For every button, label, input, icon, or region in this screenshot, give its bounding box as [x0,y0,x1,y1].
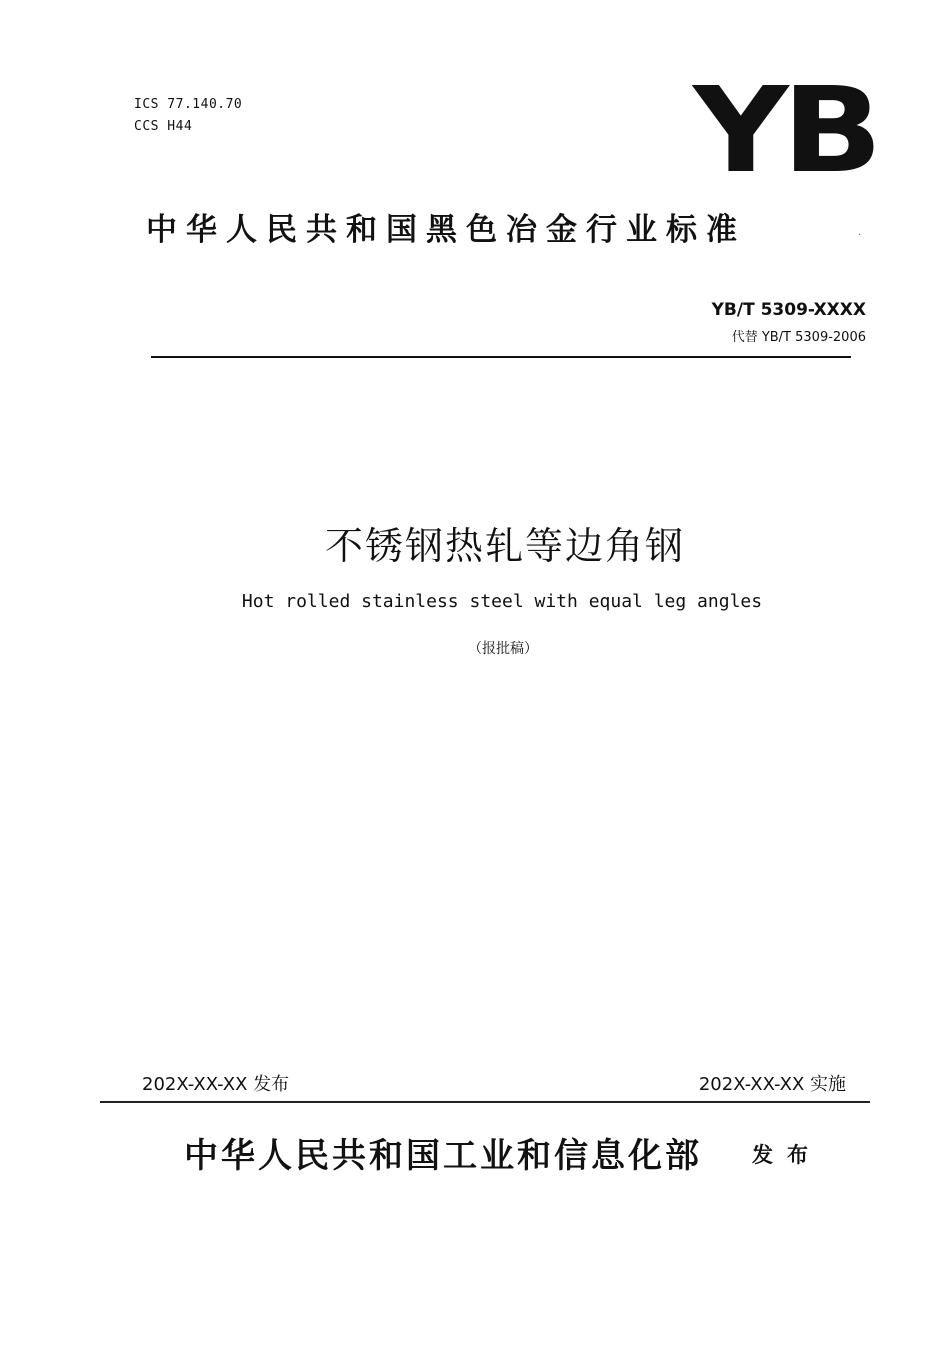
issuing-authority: 中华人民共和国工业和信息化部 [184,1136,702,1176]
header-divider [151,356,851,358]
document-title-english: Hot rolled stainless steel with equal leg angles [241,591,763,612]
standard-number: YB/T 5309-XXXX [711,300,866,320]
industry-standard-title: 中华人民共和国黑色冶金行业标准 [146,212,746,248]
issue-label: 发布 [752,1143,822,1167]
draft-status: （报批稿） [468,641,538,657]
implement-date: 202X-XX-XX 实施 [698,1074,846,1095]
footer-divider [100,1101,870,1103]
decorative-dot: . [858,227,862,238]
document-title-chinese: 不锈钢热轧等边角钢 [324,524,685,568]
ccs-code: CCS H44 [134,119,193,134]
publish-date: 202X-XX-XX 发布 [142,1074,290,1095]
ics-code: ICS 77.140.70 [134,97,243,112]
classification-codes [134,94,242,138]
yb-logo: YB [693,61,876,199]
replaces-standard: 代替 YB/T 5309-2006 [731,330,866,345]
